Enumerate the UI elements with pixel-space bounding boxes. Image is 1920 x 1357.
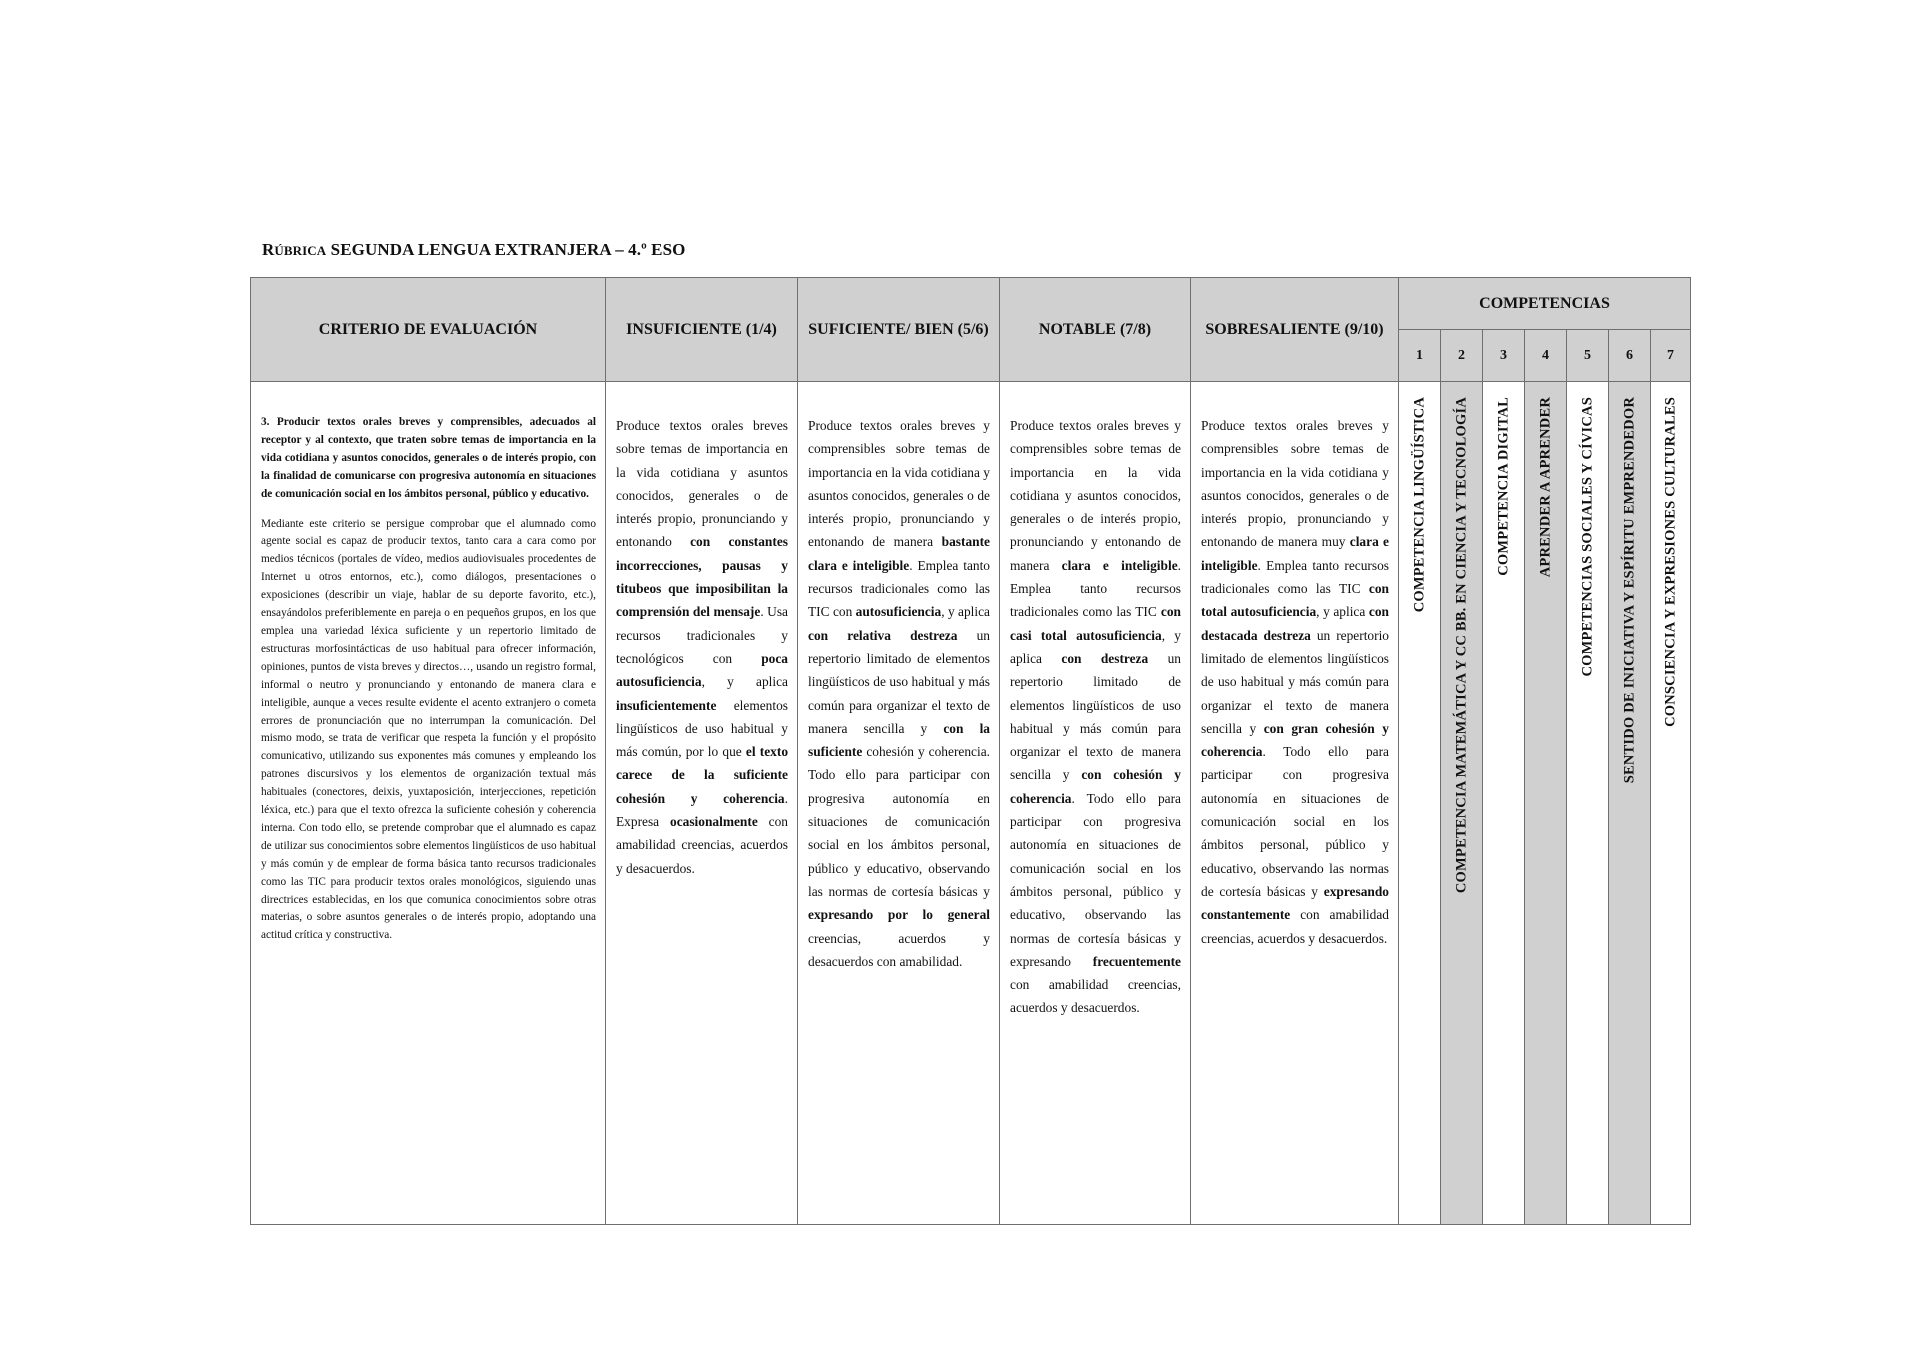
comp-number-5: 5 [1567,330,1609,382]
comp-number-4: 4 [1525,330,1567,382]
comp-label-5: COMPETENCIAS SOCIALES Y CÍVICAS [1579,397,1595,677]
comp-label-2: COMPETENCIA MATEMÁTICA Y CC BB. EN CIENCIA Y TECNOLOGÍA [1453,397,1469,894]
notable-text: Produce textos orales breves y comprensibles sobre temas de importancia en la vida cotidiana y asuntos conocidos, generales o de interés propio, pronunciando y entonando de manera clara e inteligible. Emplea tanto recursos tradicionales como las TIC con casi total autosuficiencia, y aplica con destreza un repertorio limitado de elementos lingüísticos de uso habitual y más común para organizar el texto de manera sencilla y con cohesión y coherencia. Todo ello para participar con progresiva autonomía en situaciones de comunicación social en los ámbitos personal, público y educativo, observando las normas de cortesía básicas y expresando frecuentemente con amabilidad creencias, acuerdos y desacuerdos. [1010,418,1181,1016]
comp-number-3: 3 [1483,330,1525,382]
suficiente-text: Produce textos orales breves y comprensibles sobre temas de importancia en la vida cotidiana y asuntos conocidos, generales o de interés propio, pronunciando y entonando de manera bastante clara e inteligible. Emplea tanto recursos tradicionales como las TIC con autosuficiencia, y aplica con relativa destreza un repertorio limitado de elementos lingüísticos de uso habitual y más común para organizar el texto de manera sencilla y con la suficiente cohesión y coherencia. Todo ello para participar con progresiva autonomía en situaciones de comunicación social en los ámbitos personal, público y educativo, observando las normas de cortesía básicas y expresando por lo general creencias, acuerdos y desacuerdos con amabilidad. [808,418,990,969]
sobresaliente-cell [1191,382,1399,1225]
comp-col-6 [1609,382,1651,1225]
comp-label-7: CONSCIENCIA Y EXPRESIONES CULTURALES [1662,397,1678,727]
criterio-body: Mediante este criterio se persigue comprobar que el alumnado como agente social es capaz de producir textos, tanto cara a cara como por medios técnicos (portales de vídeo, medios audiovisuales procedentes de Internet u otros entornos, etc.), como diálogos, presentaciones o exposiciones (describir un viaje, hablar de su deporte favorito, etc.), ensayándolos preferiblemente en pareja o en pequeños grupos, en los que emplea una variedad léxica suficiente y un repertorio limitado de estructuras morfosintácticas de uso habitual para ofrecer información, opiniones, puntos de vista breves y directos…, usando un registro formal, informal o neutro y pronunciando y entonando de manera clara e inteligible, aunque a veces resulte evidente el acento extranjero o cometa errores de pronunciación que no interrumpan la comunicación. Del mismo modo, se trata de verificar que respeta la función y el propósito comunicativo, utilizando sus exponentes más comunes y empleando los patrones discursivos y los elementos de organización textual más habituales (conectores, deixis, yuxtaposición, interjecciones, repetición léxica, etc.) para que el texto ofrezca la suficiente cohesión y coherencia interna. Con todo ello, se pretende comprobar que el alumnado es capaz de utilizar sus conocimientos sobre elementos lingüísticos de uso habitual y más común y de emplear de forma básica tanto recursos tradicionales como las TIC para producir textos orales monológicos, siguiendo unas directrices establecidas, en los que comunica conocimientos sobre otras materias, o sobre asuntos generales o de interés propio, adoptando una actitud crítica y constructiva. [261,517,596,942]
insuficiente-cell [606,382,798,1225]
comp-label-1: COMPETENCIA LINGÜÍSTICA [1411,397,1427,613]
sobresaliente-text: Produce textos orales breves y comprensibles sobre temas de importancia en la vida cotidiana y asuntos conocidos, generales o de interés propio, pronunciando y entonando de manera muy clara e inteligible. Emplea tanto recursos tradicionales como las TIC con total autosuficiencia, y aplica con destacada destreza un repertorio limitado de elementos lingüísticos de uso habitual y más común para organizar el texto de manera sencilla y con gran cohesión y coherencia. Todo ello para participar con progresiva autonomía en situaciones de comunicación social en los ámbitos personal, público y educativo, observando las normas de cortesía básicas y expresando constantemente con amabilidad creencias, acuerdos y desacuerdos. [1201,418,1389,946]
comp-number-2: 2 [1441,330,1483,382]
comp-col-4 [1525,382,1567,1225]
comp-col-7 [1651,382,1691,1225]
header-sobresaliente: SOBRESALIENTE (9/10) [1191,278,1399,382]
comp-col-5 [1567,382,1609,1225]
header-competencias: COMPETENCIAS [1399,278,1691,330]
insuficiente-text: Produce textos orales breves sobre temas de importancia en la vida cotidiana y asuntos conocidos, generales o de interés propio, pronunciando y entonando con constantes incorrecciones, pausas y titubeos que imposibilitan la comprensión del mensaje. Usa recursos tradicionales y tecnológicos con poca autosuficiencia, y aplica insuficientemente elementos lingüísticos de uso habitual y más común, por lo que el texto carece de la suficiente cohesión y coherencia. Expresa ocasionalmente con amabilidad creencias, acuerdos y desacuerdos. [616,418,789,876]
title-prefix-rest: ÚBRICA [274,243,327,258]
header-notable: NOTABLE (7/8) [1000,278,1191,382]
header-suficiente: SUFICIENTE/ BIEN (5/6) [798,278,1000,382]
comp-number-1: 1 [1399,330,1441,382]
comp-label-6: SENTIDO DE INICIATIVA Y ESPÍRITU EMPRENDEDOR [1621,397,1637,784]
comp-number-6: 6 [1609,330,1651,382]
header-criterio: CRITERIO DE EVALUACIÓN [251,278,606,382]
comp-label-3: COMPETENCIA DIGITAL [1495,397,1511,576]
comp-col-2 [1441,382,1483,1225]
title-prefix-initial: R [262,240,275,259]
comp-label-4: APRENDER A APRENDER [1537,397,1553,578]
comp-col-1 [1399,382,1441,1225]
header-insuficiente: INSUFICIENTE (1/4) [606,278,798,382]
comp-number-7: 7 [1651,330,1691,382]
criterio-intro: 3. Producir textos orales breves y comprensibles, adecuados al receptor y al contexto, que traten sobre temas de importancia en la vida cotidiana y asuntos conocidos, generales o de interés propio, con la finalidad de comunicarse con progresiva autonomía en situaciones de comunicación social en los ámbitos personal, público y educativo. [261,416,596,500]
notable-cell [1000,382,1191,1225]
criterio-cell [251,382,606,1225]
comp-col-3 [1483,382,1525,1225]
rubric-table [250,277,1691,1225]
title-main: SEGUNDA LENGUA EXTRANJERA – 4.º ESO [330,240,686,259]
suficiente-cell [798,382,1000,1225]
document-title [262,240,686,260]
